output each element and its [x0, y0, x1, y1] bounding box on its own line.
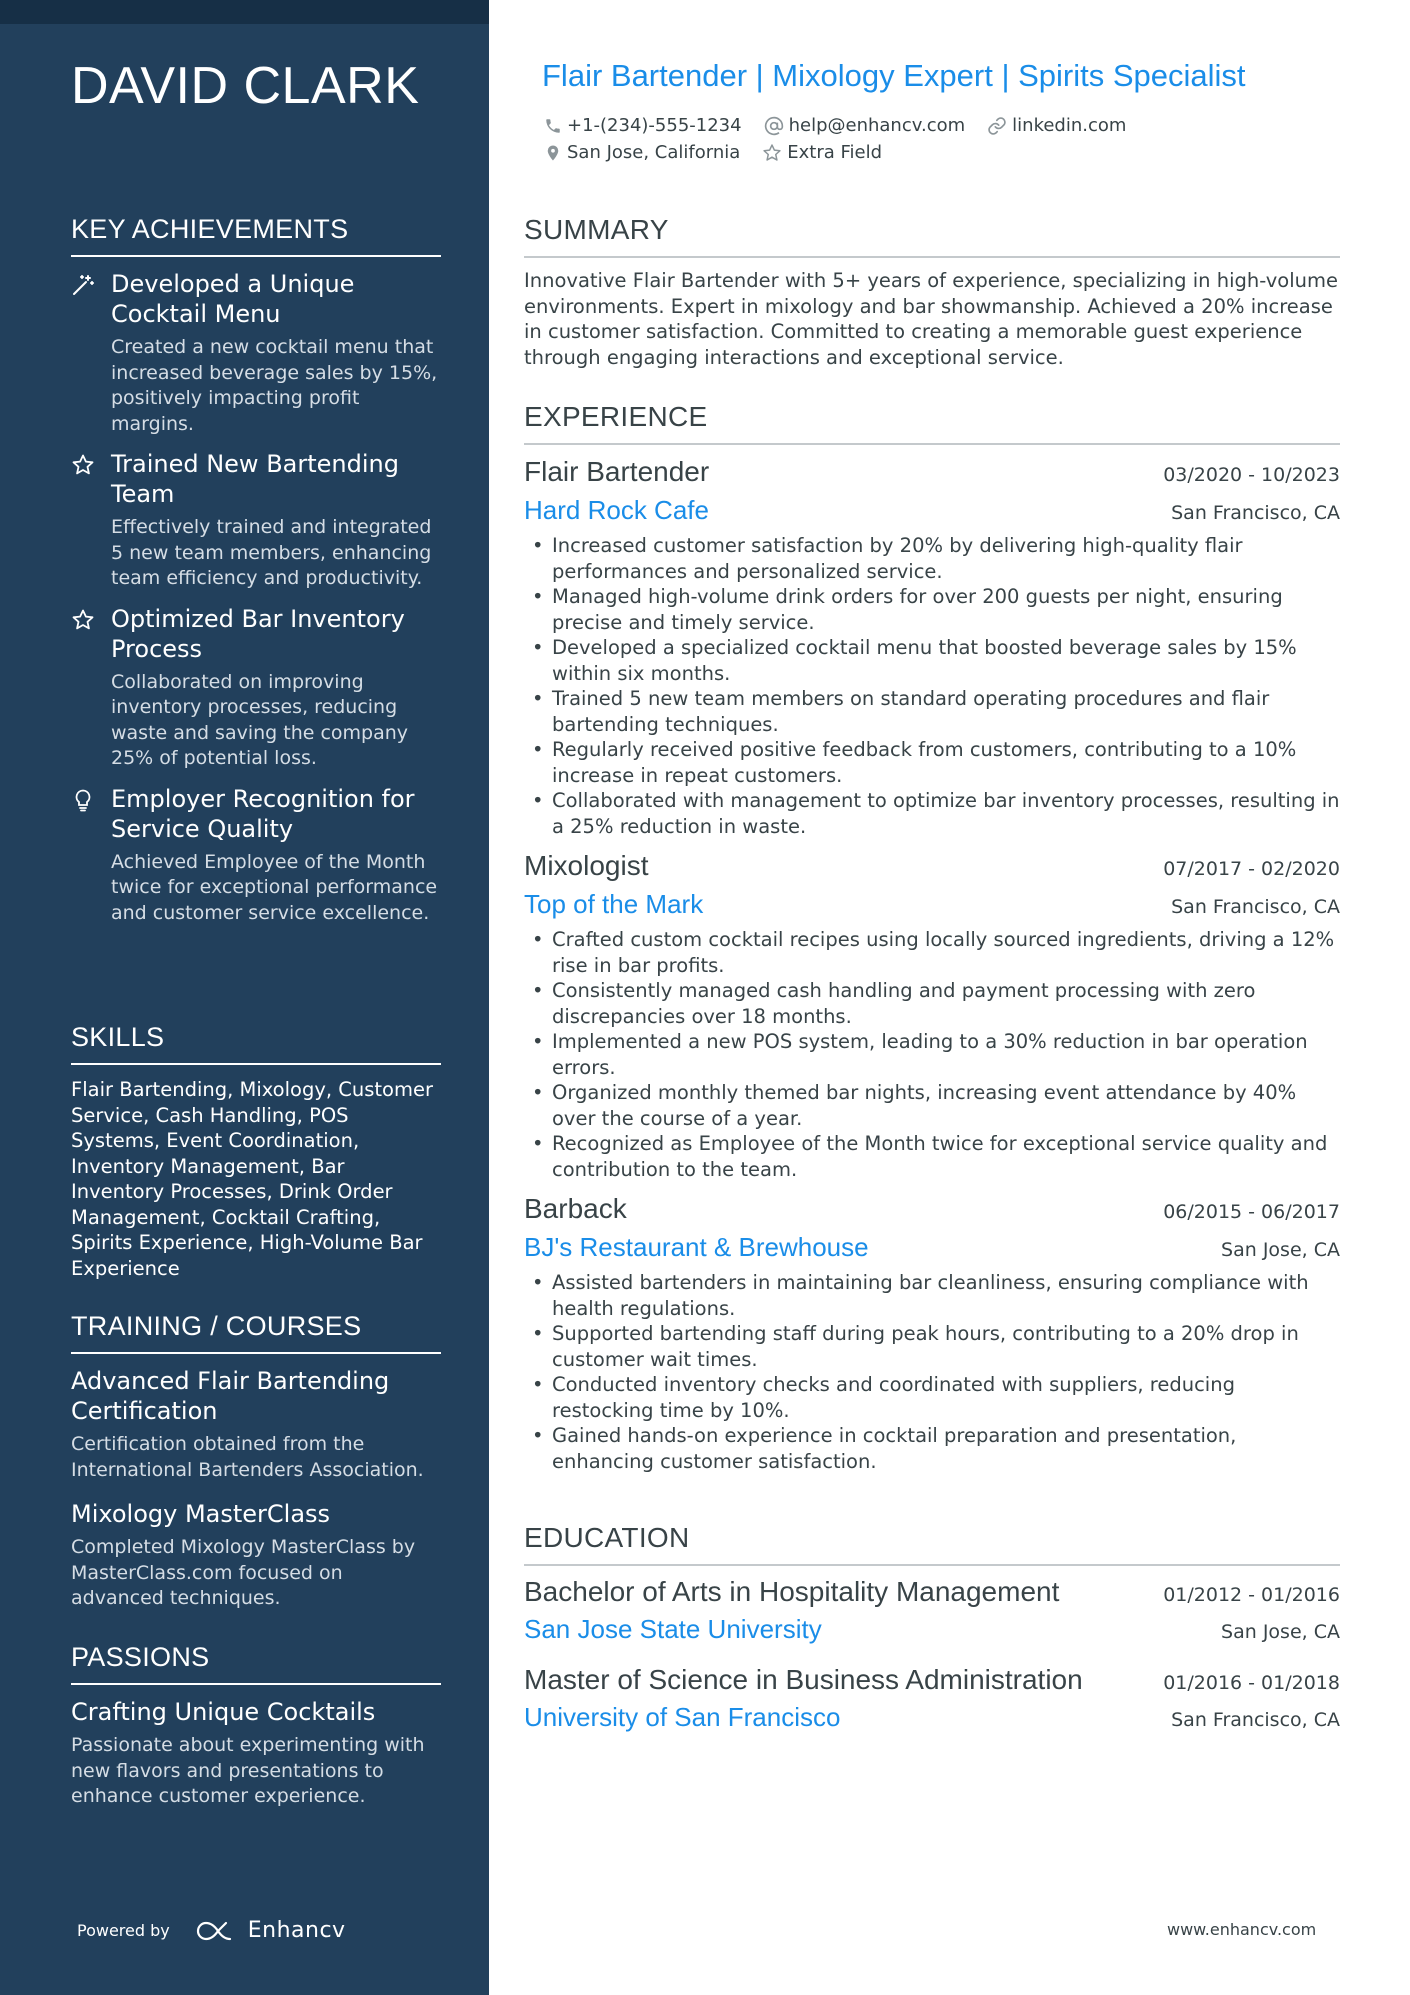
sidebar-top-bar [0, 0, 489, 24]
achievement-description: Collaborated on improving inventory processes, reducing waste and saving the company 25% of potential loss. [111, 670, 409, 769]
linkedin-text: linkedin.com [1012, 115, 1127, 136]
job-title: Flair Bartender [524, 456, 710, 487]
education-entry [524, 1662, 1340, 1736]
achievement-item [71, 784, 441, 927]
bullet-item: • Increased customer satisfaction by 20% by delivering high-quality flair performances and personalized service. [524, 533, 1340, 584]
passion-description: Passionate about experimenting with new flavors and presentations to enhance customer experience. [71, 1734, 425, 1807]
experience-title: EXPERIENCE [524, 401, 1340, 445]
skills-section [71, 1022, 441, 1281]
job-bullets [524, 533, 1340, 839]
course-title: Advanced Flair Bartending Certification [71, 1367, 390, 1425]
achievement-item [71, 604, 441, 772]
achievement-title: Developed a Unique Cocktail Menu [111, 270, 355, 328]
school-name: San Jose State University [524, 1614, 822, 1644]
job-company: Hard Rock Cafe [524, 495, 709, 525]
job-title: Barback [524, 1193, 627, 1224]
education-dates: 01/2012 - 01/2016 [1163, 1584, 1340, 1606]
achievement-item [71, 449, 441, 592]
achievement-title: Trained New Bartending Team [111, 450, 399, 508]
job-location: San Jose, CA [1221, 1239, 1340, 1261]
skills-title: SKILLS [71, 1022, 441, 1065]
location-text: San Jose, California [567, 142, 741, 163]
achievement-description: Effectively trained and integrated 5 new team members, enhancing team efficiency and productivity. [111, 516, 432, 589]
location-pin-icon [544, 143, 562, 163]
course-description: Completed Mixology MasterClass by MasterClass.com focused on advanced techniques. [71, 1536, 416, 1609]
star-icon [71, 608, 95, 632]
achievement-item [71, 269, 441, 437]
training-title: TRAINING / COURSES [71, 1311, 441, 1354]
education-entry [524, 1574, 1340, 1648]
passions-section [71, 1642, 441, 1810]
sidebar [0, 0, 489, 1995]
bullet-item: • Collaborated with management to optimize bar inventory processes, resulting in a 25% reduction in waste. [524, 788, 1340, 839]
job-entry [524, 453, 1340, 839]
experience-section [524, 401, 1340, 1474]
contact-location [544, 142, 740, 163]
bullet-item: • Conducted inventory checks and coordinated with suppliers, reducing restocking time by 10%. [524, 1372, 1340, 1423]
passion-title: Crafting Unique Cocktails [71, 1698, 376, 1726]
achievement-title: Optimized Bar Inventory Process [111, 604, 405, 663]
job-location: San Francisco, CA [1171, 896, 1340, 918]
key-achievements-section [71, 214, 441, 926]
bullet-item: • Implemented a new POS system, leading to a 30% reduction in bar operation errors. [524, 1029, 1340, 1080]
phone-text: +1-(234)-555-1234 [567, 115, 742, 136]
bullet-item: • Gained hands-on experience in cocktail preparation and presentation, enhancing customer satisfaction. [524, 1423, 1340, 1474]
lightbulb-icon [71, 788, 95, 812]
headline: Flair Bartender | Mixology Expert | Spirits Specialist [542, 58, 1246, 93]
school-location: San Francisco, CA [1171, 1709, 1340, 1731]
education-dates: 01/2016 - 01/2018 [1163, 1672, 1340, 1694]
bullet-item: • Assisted bartenders in maintaining bar cleanliness, ensuring compliance with health regulations. [524, 1270, 1340, 1321]
bullet-item: • Trained 5 new team members on standard operating procedures and flair bartending techniques. [524, 686, 1340, 737]
job-company: BJ's Restaurant & Brewhouse [524, 1232, 869, 1262]
star-icon [71, 453, 95, 477]
extra-field-text: Extra Field [787, 142, 883, 163]
job-location: San Francisco, CA [1171, 502, 1340, 524]
education-title: EDUCATION [524, 1522, 1340, 1566]
job-bullets [524, 927, 1340, 1182]
degree-title: Master of Science in Business Administration [524, 1664, 1083, 1695]
contact-linkedin[interactable] [987, 115, 1126, 136]
bullet-item: • Supported bartending staff during peak hours, contributing to a 20% drop in customer wait times. [524, 1321, 1340, 1372]
skills-list: Flair Bartending, Mixology, Customer Service, Cash Handling, POS Systems, Event Coordination, Inventory Management, Bar Inventory Processes, Drink Order Management, Cocktail Crafting, Spirits Experience, High-Volume Bar Experience [71, 1078, 433, 1280]
bullet-item: • Recognized as Employee of the Month twice for exceptional service quality and contribution to the team. [524, 1131, 1340, 1182]
bullet-item: • Developed a specialized cocktail menu that boosted beverage sales by 15% within six months. [524, 635, 1340, 686]
job-entry [524, 1190, 1340, 1474]
job-dates: 03/2020 - 10/2023 [1163, 464, 1340, 486]
achievement-description: Created a new cocktail menu that increased beverage sales by 15%, positively impacting profit margins. [111, 336, 438, 435]
star-icon [762, 143, 782, 163]
contact-email[interactable] [764, 115, 966, 136]
course-description: Certification obtained from the International Bartenders Association. [71, 1433, 424, 1481]
summary-text: Innovative Flair Bartender with 5+ years of experience, specializing in high-volume environments. Expert in mixology and bar showmanship. Achieved a 20% increase in customer satisfaction. Committed to creating a memorable guest experience through engaging interactions and exceptional service. [524, 269, 1338, 369]
enhancv-logo-icon [196, 1920, 240, 1942]
powered-by-label: Powered by [77, 1921, 170, 1940]
powered-by [77, 1918, 346, 1943]
bullet-item: • Consistently managed cash handling and payment processing with zero discrepancies over 18 months. [524, 978, 1340, 1029]
job-entry [524, 847, 1340, 1182]
bullet-item: • Organized monthly themed bar nights, increasing event attendance by 40% over the course of a year. [524, 1080, 1340, 1131]
job-dates: 07/2017 - 02/2020 [1163, 858, 1340, 880]
summary-section [524, 214, 1340, 370]
job-company: Top of the Mark [524, 889, 704, 919]
key-achievements-title: KEY ACHIEVEMENTS [71, 214, 441, 257]
achievement-title: Employer Recognition for Service Quality [111, 784, 415, 843]
job-dates: 06/2015 - 06/2017 [1163, 1201, 1340, 1223]
school-name: University of San Francisco [524, 1702, 841, 1732]
magic-wand-icon [71, 273, 95, 297]
footer-url[interactable]: www.enhancv.com [1167, 1920, 1317, 1939]
degree-title: Bachelor of Arts in Hospitality Management [524, 1576, 1060, 1607]
summary-title: SUMMARY [524, 214, 1340, 258]
job-bullets [524, 1270, 1340, 1474]
enhancv-brand: Enhancv [247, 1918, 346, 1943]
link-icon [987, 116, 1007, 136]
contact-info [544, 112, 1324, 166]
phone-icon [544, 117, 562, 135]
at-icon [764, 116, 784, 136]
contact-phone[interactable] [544, 115, 742, 136]
job-title: Mixologist [524, 850, 649, 881]
candidate-name: DAVID CLARK [71, 57, 420, 115]
school-location: San Jose, CA [1221, 1621, 1340, 1643]
bullet-item: • Crafted custom cocktail recipes using locally sourced ingredients, driving a 12% rise in bar profits. [524, 927, 1340, 978]
course-title: Mixology MasterClass [71, 1500, 331, 1528]
passions-title: PASSIONS [71, 1642, 441, 1685]
bullet-item: • Regularly received positive feedback from customers, contributing to a 10% increase in repeat customers. [524, 737, 1340, 788]
education-section [524, 1522, 1340, 1736]
training-section [71, 1311, 441, 1612]
email-text: help@enhancv.com [788, 115, 966, 136]
contact-extra [762, 142, 882, 163]
bullet-item: • Managed high-volume drink orders for over 200 guests per night, ensuring precise and timely service. [524, 584, 1340, 635]
achievement-description: Achieved Employee of the Month twice for exceptional performance and customer service excellence. [111, 850, 438, 924]
